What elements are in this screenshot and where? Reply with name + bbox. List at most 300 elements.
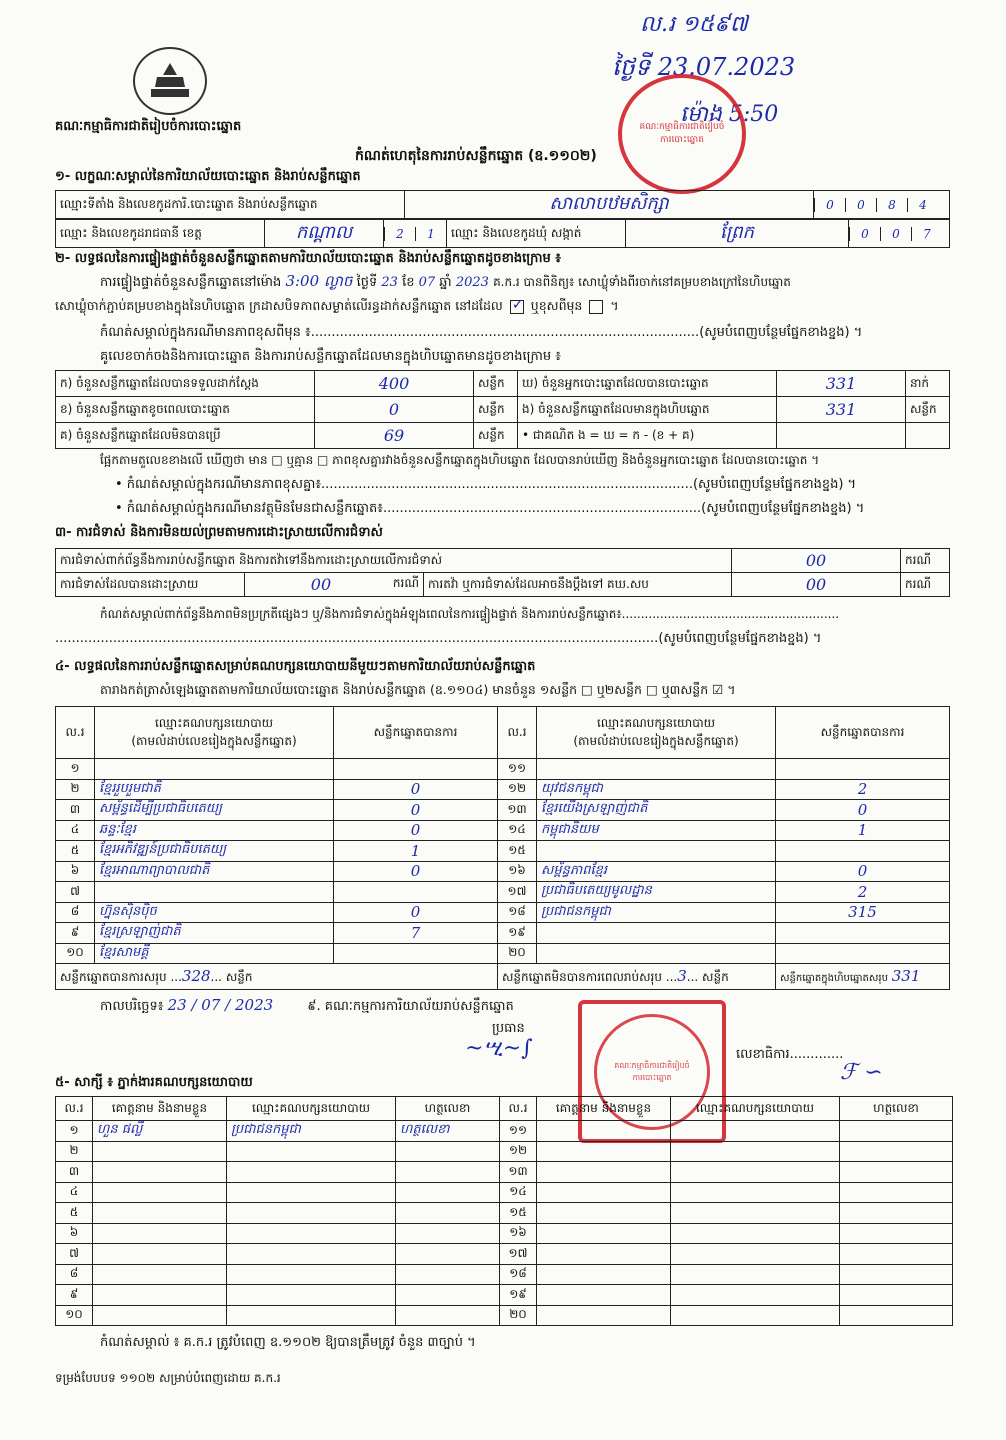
fill-note: (សូមបំពេញបន្ថែមផ្នែកខាងខ្នង) ។ xyxy=(701,501,865,516)
bullet-object: • កំណត់សម្គាល់ក្នុងករណីមានវត្ថុមិនមែនជាសន្លឹកឆ្នោត៖.............................................................................(សូមបំពេញបន្ថែមផ្នែកខាងខ្នង) ។ xyxy=(115,501,865,516)
witness-sign xyxy=(396,1182,500,1203)
result-no: ៩ xyxy=(56,923,95,944)
witness-no: ៧ xyxy=(56,1244,93,1265)
witness-row xyxy=(56,1285,953,1306)
w-col-no: ល.រ xyxy=(500,1097,537,1121)
results-table xyxy=(55,706,950,990)
station-value: សាលាបឋមសិក្សា xyxy=(405,191,814,219)
witness-party xyxy=(671,1182,840,1203)
receipt-time: ម៉ោង 5:50 xyxy=(680,102,779,127)
section1-heading: ១- លក្ខណៈសម្គាល់នៃការិយាល័យបោះឆ្នោត និងរាប់សន្លឹកឆ្នោត xyxy=(55,169,361,184)
witness-name xyxy=(537,1244,671,1265)
witness-party xyxy=(671,1162,840,1183)
total-unit: សន្លឹក xyxy=(702,969,729,984)
count-right-label: • ជាគណិត ង = ឃ = ក - (ខ + គ) xyxy=(518,423,777,449)
result-party: យុវជនកម្ពុជា xyxy=(537,779,776,800)
dotted-line: .............................................................................................. xyxy=(310,325,700,340)
count-left-label: ខ) ចំនួនសន្លឹកឆ្នោតខូចពេលបោះឆ្នោត xyxy=(56,397,315,423)
witness-party xyxy=(227,1244,396,1265)
witness-party xyxy=(227,1182,396,1203)
commune-code-digit: 0 xyxy=(849,227,880,241)
total-box-value: 331 xyxy=(891,967,921,985)
result-no: ២០ xyxy=(498,943,537,964)
witness-party xyxy=(671,1121,840,1142)
secretary-label-text: លេខាធិការ xyxy=(736,1047,790,1062)
result-party xyxy=(537,923,776,944)
verify-year: 2023 xyxy=(455,275,489,290)
witness-sign xyxy=(840,1305,953,1326)
station-code-digit: 8 xyxy=(876,198,907,212)
witness-party xyxy=(227,1141,396,1162)
commune-code xyxy=(849,220,950,248)
witness-no: ១៣ xyxy=(500,1162,537,1183)
witness-row xyxy=(56,1182,953,1203)
result-no: ១ xyxy=(56,759,95,780)
witness-name xyxy=(93,1182,227,1203)
secretary-label: លេខាធិការ............. xyxy=(736,1047,844,1062)
section2-heading: ២- លទ្ធផលនៃការផ្ទៀងផ្ទាត់ចំនួនសន្លឹកឆ្នោតតាមការិយាល័យបោះឆ្នោត និងរាប់សន្លឹកឆ្នោតដូចខាងក្រោម ៖ xyxy=(55,251,561,266)
form-note: ទម្រង់បែបបទ ១១០២ សម្រាប់បំពេញដោយ គ.ក.រ xyxy=(55,1371,281,1385)
result-row xyxy=(56,882,950,903)
result-no: ១០ xyxy=(56,943,95,964)
witness-name xyxy=(537,1203,671,1224)
witness-no: ៩ xyxy=(56,1285,93,1306)
result-row xyxy=(56,861,950,882)
nec-logo xyxy=(133,47,207,115)
witness-sign xyxy=(840,1203,953,1224)
result-party: កម្ពុជានិយម xyxy=(537,820,776,841)
verify-month-label: ខែ xyxy=(402,275,415,290)
witness-name xyxy=(93,1141,227,1162)
witness-no: ១១ xyxy=(500,1121,537,1142)
org-name: គណៈកម្មាធិការជាតិរៀបចំការបោះឆ្នោត xyxy=(55,119,242,134)
verify-time: 3:00 ល្ងាច xyxy=(285,272,353,290)
witness-no: ១៧ xyxy=(500,1244,537,1265)
result-no: ១៤ xyxy=(498,820,537,841)
witness-no: ១៨ xyxy=(500,1264,537,1285)
result-no: ៤ xyxy=(56,820,95,841)
witness-no: ១៥ xyxy=(500,1203,537,1224)
result-votes: 1 xyxy=(334,841,498,862)
witness-no: ១០ xyxy=(56,1305,93,1326)
witness-row xyxy=(56,1162,953,1183)
witness-name: ហួន ផល្លី xyxy=(93,1121,227,1142)
witness-row xyxy=(56,1121,953,1142)
result-no: ១៧ xyxy=(498,882,537,903)
col-party xyxy=(95,707,334,759)
witness-name xyxy=(93,1285,227,1306)
complaint-row1-value: 00 xyxy=(732,549,901,573)
witness-party xyxy=(671,1141,840,1162)
witness-row xyxy=(56,1203,953,1224)
result-no: ១១ xyxy=(498,759,537,780)
station-code-digit: 0 xyxy=(814,198,845,212)
province-code-digit: 1 xyxy=(415,227,446,241)
witness-name xyxy=(93,1223,227,1244)
witness-sign xyxy=(840,1264,953,1285)
result-no: ៦ xyxy=(56,861,95,882)
province-table xyxy=(55,219,950,248)
witness-name xyxy=(537,1162,671,1183)
result-votes xyxy=(776,841,950,862)
result-party: សម្ព័ន្ធភាពខ្មែរ xyxy=(537,861,776,882)
result-no: ៣ xyxy=(56,800,95,821)
result-party: ខ្មែររួបរួមជាតិ xyxy=(95,779,334,800)
witness-name xyxy=(537,1264,671,1285)
total-valid-value: 328 xyxy=(181,966,211,985)
witness-party xyxy=(227,1223,396,1244)
total-valid-label: សន្លឹកឆ្នោតបានការសរុប xyxy=(60,969,167,984)
witness-name xyxy=(93,1264,227,1285)
complaint-unit: ករណី xyxy=(901,573,950,597)
compare-line: ផ្អែកតាមតួលេខខាងលើ ឃើញថា មាន □ ឬគ្មាន □ ភាពខុសគ្នារវាងចំនួនសន្លឹកឆ្នោតក្នុងហិបឆ្នោត ដែលបានរាប់ឃើញ និងចំនួនអ្នកបោះឆ្នោត ដែលបានបោះឆ្នោត ។ xyxy=(100,453,820,467)
w-col-sign: ហត្ថលេខា xyxy=(840,1097,953,1121)
count-left-value: 69 xyxy=(315,423,474,449)
col-votes: សន្លឹកឆ្នោតបានការ xyxy=(334,707,498,759)
result-votes xyxy=(334,943,498,964)
seal-text: គណៈកម្មាធិការជាតិរៀបចំការបោះឆ្នោត xyxy=(639,122,725,145)
witness-party xyxy=(227,1162,396,1183)
witness-sign xyxy=(396,1203,500,1224)
result-no: ៧ xyxy=(56,882,95,903)
witness-name xyxy=(537,1182,671,1203)
result-party: ខ្មែរស្រឡាញ់ជាតិ xyxy=(95,923,334,944)
date-line xyxy=(100,996,514,1017)
count-left-label: ក) ចំនួនសន្លឹកឆ្នោតដែលបានទទួលដាក់ស្តែង xyxy=(56,371,315,397)
province-value: កណ្ដាល xyxy=(265,220,384,248)
irregular-note-label: កំណត់សម្គាល់ពាក់ព័ន្ធនឹងភាពមិនប្រក្រតីផ្សេងៗ ឬ/និងការជំទាស់ក្នុងអំឡុងពេលនៃការផ្ទៀងផ្ទាត់ និងការរាប់សន្លឹកឆ្នោត៖ xyxy=(100,607,622,621)
witness-sign xyxy=(840,1182,953,1203)
col-party-title: ឈ្មោះគណបក្សនយោបាយ xyxy=(596,715,716,730)
witness-sign xyxy=(396,1162,500,1183)
result-party: ខ្មែរសាមគ្គី xyxy=(95,943,334,964)
result-no: ១៩ xyxy=(498,923,537,944)
result-no: ៨ xyxy=(56,902,95,923)
witness-party xyxy=(227,1285,396,1306)
w-col-party: ឈ្មោះគណបក្សនយោបាយ xyxy=(227,1097,396,1121)
total-invalid-label: សន្លឹកឆ្នោតមិនបានការពេលរាប់សរុប xyxy=(502,969,662,984)
witness-party xyxy=(671,1305,840,1326)
witness-no: ៨ xyxy=(56,1264,93,1285)
commune-code-digit: 7 xyxy=(911,227,942,241)
verify-year-label: ឆ្នាំ xyxy=(439,275,452,290)
result-no: ៥ xyxy=(56,841,95,862)
result-row xyxy=(56,923,950,944)
result-party: ខ្មែរអភិវឌ្ឍន៍ប្រជាធិបតេយ្យ xyxy=(95,841,334,862)
result-party xyxy=(537,943,776,964)
witness-no: ១ xyxy=(56,1121,93,1142)
complaint-unit: ករណី xyxy=(901,549,950,573)
result-row xyxy=(56,800,950,821)
witness-name xyxy=(93,1162,227,1183)
count-right-unit: សន្លឹក xyxy=(906,397,950,423)
witness-sign xyxy=(396,1305,500,1326)
count-left-unit: សន្លឹក xyxy=(474,371,518,397)
station-code-digit: 0 xyxy=(845,198,876,212)
total-box xyxy=(776,964,950,990)
witness-name xyxy=(537,1121,671,1142)
total-invalid: សន្លឹកឆ្នោតមិនបានការពេលរាប់សរុប ...3... សន្លឹក xyxy=(498,964,776,990)
result-row xyxy=(56,759,950,780)
col-party-sub: (តាមលំដាប់លេខរៀងក្នុងសន្លឹកឆ្នោត) xyxy=(131,733,297,748)
result-party: ខ្មែរយើងស្រឡាញ់ជាតិ xyxy=(537,800,776,821)
col-votes: សន្លឹកឆ្នោតបានការ xyxy=(776,707,950,759)
result-votes: 0 xyxy=(334,820,498,841)
complaint-row1-label: ការជំទាស់ពាក់ព័ន្ធនឹងការរាប់សន្លឹកឆ្នោត និងការតវ៉ាទៅនឹងការដោះស្រាយលើការជំទាស់ xyxy=(56,549,732,573)
verify-day-label: ថ្ងៃទី xyxy=(356,275,378,290)
total-box-label: សន្លឹកឆ្នោតក្នុងហិបឆ្នោតសរុប xyxy=(780,973,888,984)
result-party: ប្រជាធិបតេយ្យមូលដ្ឋាន xyxy=(537,882,776,903)
receipt-number: ល.រ ១៥៩៧ xyxy=(640,12,748,37)
result-votes: 0 xyxy=(334,861,498,882)
result-row xyxy=(56,779,950,800)
result-votes xyxy=(776,759,950,780)
changed-checkbox[interactable] xyxy=(589,300,603,314)
result-party xyxy=(95,759,334,780)
count-row xyxy=(56,397,950,423)
count-right-unit xyxy=(906,423,950,449)
official-seal-stamp xyxy=(618,74,746,194)
result-votes xyxy=(776,923,950,944)
verify-line xyxy=(100,272,791,294)
complaint-row2b-label: ការតវ៉ា ឬការជំទាស់ដែលអាចនឹងប្ដឹងទៅ គឃ.សប xyxy=(424,573,732,597)
witness-name xyxy=(537,1285,671,1306)
w-col-party: ឈ្មោះគណបក្សនយោបាយ xyxy=(671,1097,840,1121)
commune-label: ឈ្មោះ និងលេខកូដឃុំ សង្កាត់ xyxy=(447,220,626,248)
witness-row xyxy=(56,1244,953,1265)
station-code xyxy=(814,191,950,219)
result-party: សម្ព័ន្ធដើម្បីប្រជាធិបតេយ្យ xyxy=(95,800,334,821)
total-valid: សន្លឹកឆ្នោតបានការសរុប ...328... សន្លឹក xyxy=(56,964,498,990)
secretary-signature: ℱ ∽ xyxy=(840,1060,883,1085)
witness-no: ១៤ xyxy=(500,1182,537,1203)
bullet-object-label: • កំណត់សម្គាល់ក្នុងករណីមានវត្ថុមិនមែនជាសន្លឹកឆ្នោត៖ xyxy=(115,501,383,516)
witness-no: ៦ xyxy=(56,1223,93,1244)
result-row xyxy=(56,820,950,841)
count-left-unit: សន្លឹក xyxy=(474,397,518,423)
col-no: ល.រ xyxy=(56,707,95,759)
witness-no: ២ xyxy=(56,1141,93,1162)
witness-name xyxy=(537,1305,671,1326)
verify-pre: ការផ្ទៀងផ្ទាត់ចំនួនសន្លឹកឆ្នោតនៅម៉ោង xyxy=(100,275,282,290)
result-votes: 0 xyxy=(776,800,950,821)
witness-party xyxy=(671,1223,840,1244)
section3-heading: ៣- ការជំទាស់ និងការមិនយល់ព្រមតាមការដោះស្រាយលើការជំទាស់ xyxy=(55,525,383,540)
result-votes: 315 xyxy=(776,902,950,923)
station-table xyxy=(55,190,950,219)
witness-row xyxy=(56,1264,953,1285)
bullet-diff: • កំណត់សម្គាល់ក្នុងករណីមានភាពខុសគ្នា៖..........................................................................................(សូមបំពេញបន្ថែមផ្នែកខាងខ្នង) ។ xyxy=(115,477,857,492)
diff-note-label: កំណត់សម្គាល់ក្នុងករណីមានភាពខុសពីមុន ៖ xyxy=(100,325,311,340)
count-intro: គូលេខចាក់ចងនិងការបោះឆ្នោត និងការរាប់សន្លឹកឆ្នោតដែលមានក្នុងហិបឆ្នោតមានដូចខាងក្រោម ៖ xyxy=(100,349,561,364)
count-row xyxy=(56,423,950,449)
result-votes xyxy=(334,759,498,780)
date-value: 23 / 07 / 2023 xyxy=(167,996,274,1014)
irregular-note: កំណត់សម្គាល់ពាក់ព័ន្ធនឹងភាពមិនប្រក្រតីផ្សេងៗ ឬ/និងការជំទាស់ក្នុងអំឡុងពេលនៃការផ្ទៀងផ្ទាត់ និងការរាប់សន្លឹកឆ្នោត៖......................................................... xyxy=(100,607,840,621)
irregular-dots: ..................................................................................................................................................(សូមបំពេញបន្ថែមផ្នែកខាងខ្នង) ។ xyxy=(55,631,822,646)
same-checkbox[interactable] xyxy=(510,300,524,314)
w-col-name: គោត្តនាម និងនាមខ្លួន xyxy=(93,1097,227,1121)
w-col-no: ល.រ xyxy=(56,1097,93,1121)
result-party xyxy=(537,841,776,862)
verify-post: គ.ក.រ បានពិនិត្យ៖ សោឃ្លុំទាំងពីរចាក់នៅគម្របខាងក្រៅនៃហិបឆ្នោត xyxy=(493,275,791,289)
result-votes: 7 xyxy=(334,923,498,944)
fill-note: (សូមបំពេញបន្ថែមផ្នែកខាងខ្នង) ។ xyxy=(658,631,822,646)
verify-month: 07 xyxy=(418,275,436,290)
result-no: ១៥ xyxy=(498,841,537,862)
result-no: ១៨ xyxy=(498,902,537,923)
count-left-value: 400 xyxy=(315,371,474,397)
station-label: ឈ្មោះទីតាំង និងលេខកូដការិ.បោះឆ្នោត និងរាប់សន្លឹកឆ្នោត xyxy=(56,191,405,219)
result-party xyxy=(95,882,334,903)
result-no: ១២ xyxy=(498,779,537,800)
section4-sub: តារាងកត់ត្រាសំឡេងឆ្នោតតាមការិយាល័យបោះឆ្នោត និងរាប់សន្លឹកឆ្នោត (ឧ.១១០៤) មានចំនួន ១សន្លឹក □ ឬ២សន្លឹក □ ឬ៣សន្លឹក ☑ ។ xyxy=(100,682,736,697)
result-row xyxy=(56,902,950,923)
witness-no: ១៦ xyxy=(500,1223,537,1244)
witness-party xyxy=(227,1305,396,1326)
col-party xyxy=(537,707,776,759)
result-votes: 0 xyxy=(334,800,498,821)
witness-party xyxy=(671,1244,840,1265)
witness-sign xyxy=(840,1121,953,1142)
witness-name xyxy=(93,1305,227,1326)
chair-label: ប្រធាន xyxy=(492,1021,525,1036)
witness-no: ៣ xyxy=(56,1162,93,1183)
result-votes: 0 xyxy=(334,779,498,800)
changed-label: ឬខុសពីមុន xyxy=(530,298,583,313)
witness-sign xyxy=(396,1264,500,1285)
witness-row xyxy=(56,1305,953,1326)
witness-sign xyxy=(396,1285,500,1306)
total-invalid-value: 3 xyxy=(677,966,687,985)
commission-seal-text: គណៈកម្មាធិការជាតិរៀបចំការបោះឆ្នោត xyxy=(614,1060,690,1082)
count-right-label: ឃ) ចំនួនអ្នកបោះឆ្នោតដែលបានបោះឆ្នោត xyxy=(518,371,777,397)
witness-party xyxy=(671,1203,840,1224)
witness-sign xyxy=(840,1162,953,1183)
diff-note xyxy=(100,324,862,343)
form-title: កំណត់ហេតុនៃការរាប់សន្លឹកឆ្នោត (ឧ.១១០២) xyxy=(355,148,597,164)
witness-sign xyxy=(396,1141,500,1162)
section5-heading: ៥- សាក្សី ៖ ភ្នាក់ងារគណបក្សនយោបាយ xyxy=(55,1075,253,1090)
result-votes: 2 xyxy=(776,779,950,800)
commune-value: ព្រែក xyxy=(626,220,849,248)
witness-sign xyxy=(840,1244,953,1265)
count-right-label: ង) ចំនួនសន្លឹកឆ្នោតដែលមានក្នុងហិបឆ្នោត xyxy=(518,397,777,423)
witness-no: ៤ xyxy=(56,1182,93,1203)
ballot-count-table xyxy=(55,370,950,449)
complaint-unit: ករណី xyxy=(392,576,419,590)
witness-no: ២០ xyxy=(500,1305,537,1326)
bullet-diff-label: • កំណត់សម្គាល់ក្នុងករណីមានភាពខុសគ្នា៖ xyxy=(115,477,322,492)
witness-no: ១២ xyxy=(500,1141,537,1162)
total-unit: សន្លឹក xyxy=(225,969,253,984)
witness-party xyxy=(671,1264,840,1285)
w-col-name: គោត្តនាម និងនាមខ្លួន xyxy=(537,1097,671,1121)
count-left-unit: សន្លឹក xyxy=(474,423,518,449)
result-votes xyxy=(334,882,498,903)
witness-name xyxy=(537,1223,671,1244)
witness-no: ៥ xyxy=(56,1203,93,1224)
fill-note: (សូមបំពេញបន្ថែមផ្នែកខាងខ្នង) ។ xyxy=(699,325,863,340)
complaint-table xyxy=(55,548,950,597)
witness-sign xyxy=(396,1244,500,1265)
province-code-digit: 2 xyxy=(384,227,415,241)
col-party-sub: (តាមលំដាប់លេខរៀងក្នុងសន្លឹកឆ្នោត) xyxy=(573,733,739,748)
result-row xyxy=(56,841,950,862)
result-votes xyxy=(776,943,950,964)
result-no: ២ xyxy=(56,779,95,800)
province-label: ឈ្មោះ និងលេខកូដរាជធានី ខេត្ត xyxy=(56,220,265,248)
result-party: ហ្វ៊ុនស៊ិនប៉ិច xyxy=(95,902,334,923)
witness-name xyxy=(93,1203,227,1224)
witness-party xyxy=(671,1285,840,1306)
count-right-value: 331 xyxy=(777,397,906,423)
footer-note: កំណត់សម្គាល់ ៖ គ.ក.រ ត្រូវបំពេញ ឧ.១១០២ ឱ្យបានត្រឹមត្រូវ ចំនួន ៣ច្បាប់ ។ xyxy=(100,1335,476,1350)
count-row xyxy=(56,371,950,397)
result-row xyxy=(56,943,950,964)
count-right-unit: នាក់ xyxy=(906,371,950,397)
count-right-value: 331 xyxy=(777,371,906,397)
witness-table xyxy=(55,1096,953,1326)
witness-party: ប្រជាជនកម្ពុជា xyxy=(227,1121,396,1142)
result-votes: 0 xyxy=(334,902,498,923)
witness-sign xyxy=(840,1223,953,1244)
receipt-date: ថ្ងៃទី 23.07.2023 xyxy=(612,53,796,81)
w-col-sign: ហត្ថលេខា xyxy=(396,1097,500,1121)
col-no: ល.រ xyxy=(498,707,537,759)
section4-heading: ៤- លទ្ធផលនៃការរាប់សន្លឹកឆ្នោតសម្រាប់គណបក្សនយោបាយនីមួយៗតាមការិយាល័យរាប់សន្លឹកឆ្នោត xyxy=(55,659,536,674)
result-no: ១៦ xyxy=(498,861,537,882)
witness-sign xyxy=(396,1223,500,1244)
count-left-value: 0 xyxy=(315,397,474,423)
result-votes: 0 xyxy=(776,861,950,882)
witness-name xyxy=(537,1141,671,1162)
result-party: ឆន្ទៈខ្មែរ xyxy=(95,820,334,841)
count-left-label: គ) ចំនួនសន្លឹកឆ្នោតដែលមិនបានប្រើ xyxy=(56,423,315,449)
witness-sign xyxy=(840,1141,953,1162)
result-party: ខ្មែរអាណាព្យាបាលជាតិ xyxy=(95,861,334,882)
chair-signature: ~ሢ~∫ xyxy=(465,1036,533,1061)
witness-sign: ហត្ថលេខា xyxy=(396,1121,500,1142)
witness-row xyxy=(56,1141,953,1162)
witness-party xyxy=(227,1264,396,1285)
result-votes: 1 xyxy=(776,820,950,841)
witness-party xyxy=(227,1203,396,1224)
witness-row xyxy=(56,1223,953,1244)
count-right-value xyxy=(777,423,906,449)
result-party xyxy=(537,759,776,780)
complaint-row2b-value: 00 xyxy=(732,573,901,597)
complaint-row2-value-text: 00 xyxy=(310,575,332,594)
fill-note: (សូមបំពេញបន្ថែមផ្នែកខាងខ្នង) ។ xyxy=(692,477,857,492)
commune-code-digit: 0 xyxy=(880,227,911,241)
witness-sign xyxy=(840,1285,953,1306)
temple-logo-icon xyxy=(145,59,195,103)
result-no: ១៣ xyxy=(498,800,537,821)
lock-text: សោឃ្លុំចាក់ភ្ជាប់គម្របខាងក្នុងនៃហិបឆ្នោត ក្រដាសបិទភាពសម្ងាត់លើរន្ធដាក់សន្លឹកឆ្នោត នៅដដែល xyxy=(55,298,503,313)
result-votes: 2 xyxy=(776,882,950,903)
date-label: កាលបរិច្ឆេទ៖ xyxy=(100,999,164,1014)
lock-line: សោឃ្លុំចាក់ភ្ជាប់គម្របខាងក្នុងនៃហិបឆ្នោត ក្រដាសបិទភាពសម្ងាត់លើរន្ធដាក់សន្លឹកឆ្នោត នៅដដែល ✓ ឬខុសពីមុន ។ xyxy=(55,298,619,317)
witness-no: ១៩ xyxy=(500,1285,537,1306)
verify-day: 23 xyxy=(381,275,398,290)
col-party-title: ឈ្មោះគណបក្សនយោបាយ xyxy=(154,715,274,730)
complaint-row2-label: ការជំទាស់ដែលបានដោះស្រាយ xyxy=(56,573,245,597)
complaint-row2-value xyxy=(245,573,424,597)
result-party: ប្រជាជនកម្ពុជា xyxy=(537,902,776,923)
witness-name xyxy=(93,1244,227,1265)
station-code-digit: 4 xyxy=(907,198,938,212)
